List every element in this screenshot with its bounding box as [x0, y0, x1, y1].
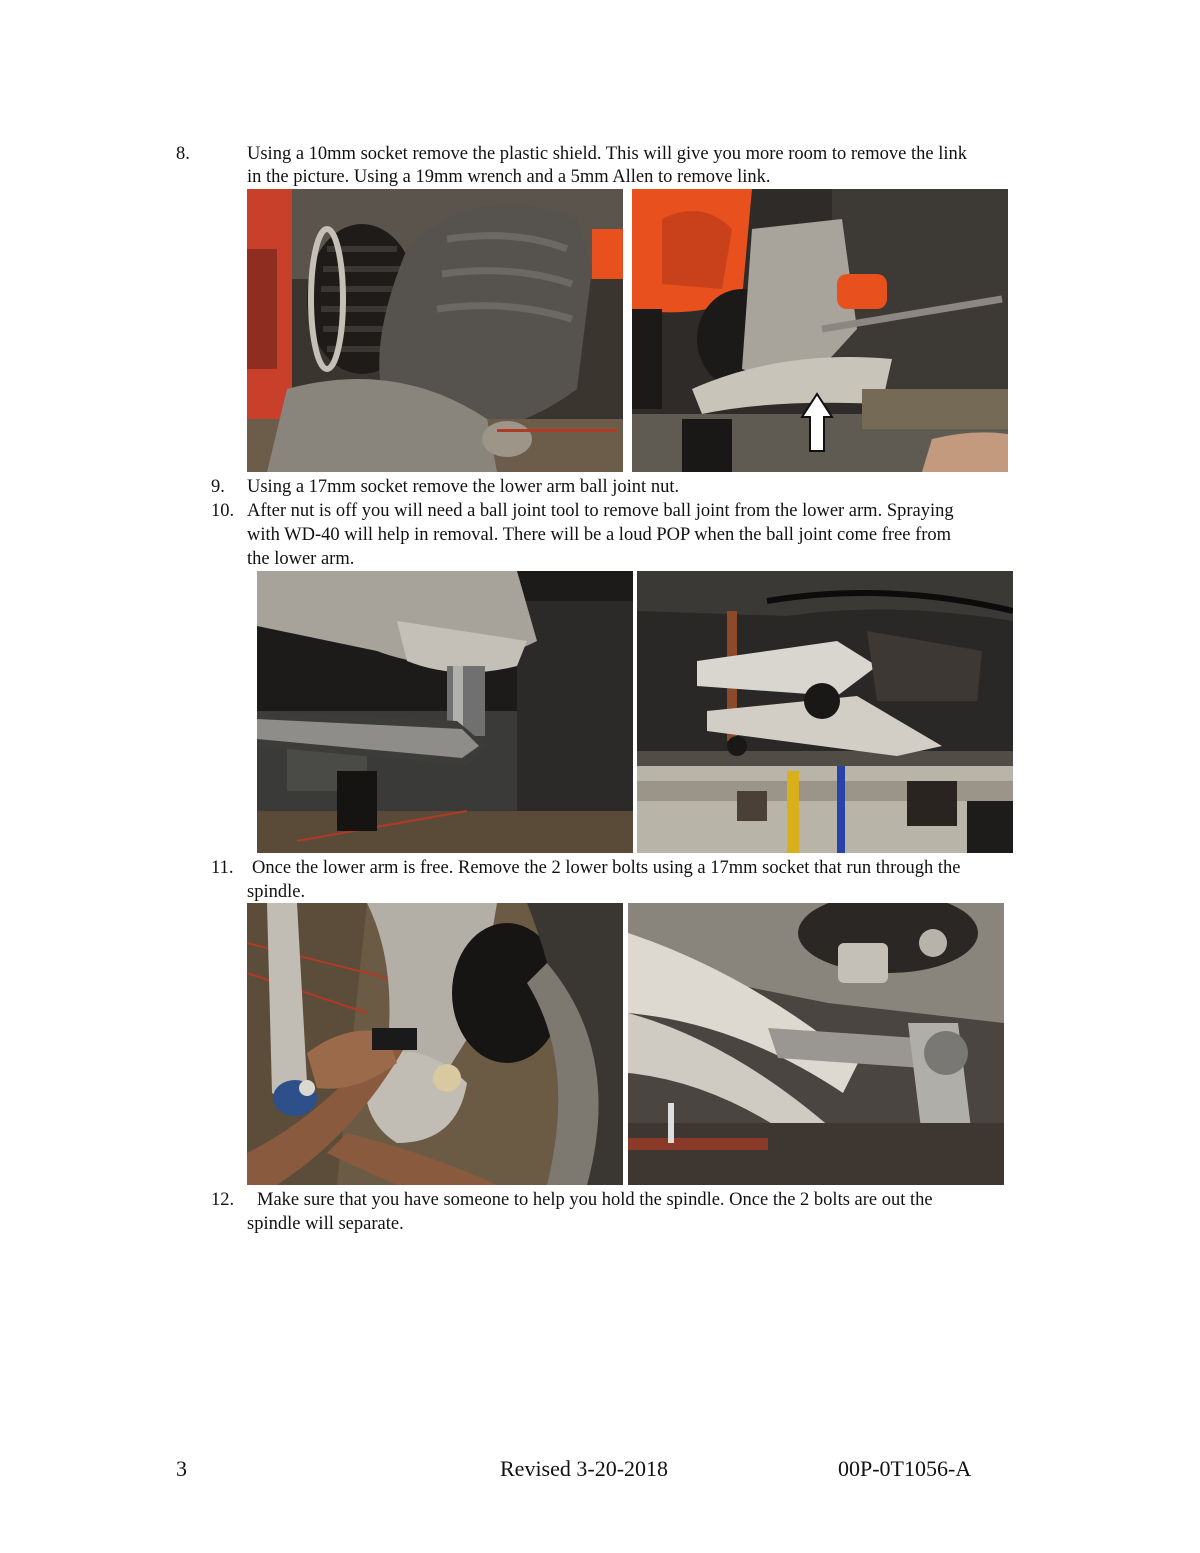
step-11-number: 11.: [211, 858, 234, 878]
photo-ratchet-spindle-bolt: [628, 903, 1004, 1185]
step-11-line-2: spindle.: [247, 882, 306, 902]
step-9-number: 9.: [211, 477, 225, 497]
photo-ball-joint-nut: [257, 571, 633, 853]
step-10-line-2: with WD-40 will help in removal. There will be a loud POP when the ball joint come free from: [247, 525, 952, 545]
photo-plastic-shield: [247, 189, 623, 472]
step-8-line-1: Using a 10mm socket remove the plastic shield. This will give you more room to remove the link: [247, 144, 968, 164]
step-9-line-1: Using a 17mm socket remove the lower arm ball joint nut.: [247, 477, 680, 497]
step-10-number: 10.: [211, 501, 235, 521]
step-10-line-3: the lower arm.: [247, 549, 355, 569]
step-8-number: 8.: [176, 144, 190, 164]
step-10-line-1: After nut is off you will need a ball joint tool to remove ball joint from the lower arm. Spraying: [247, 501, 954, 521]
step-12-line-2: spindle will separate.: [247, 1214, 404, 1234]
step-8-line-2: in the picture. Using a 19mm wrench and a 5mm Allen to remove link.: [247, 167, 771, 187]
page-number: 3: [176, 1456, 187, 1481]
photo-remove-lower-bolts: [247, 903, 623, 1185]
photo-sway-link: [632, 189, 1008, 472]
step-12-number: 12.: [211, 1190, 235, 1210]
photo-ball-joint-tool: [637, 571, 1013, 853]
step-11-line-1: Once the lower arm is free. Remove the 2 lower bolts using a 17mm socket that run through the: [252, 858, 961, 878]
document-code: 00P-0T1056-A: [838, 1456, 972, 1481]
revision-date: Revised 3-20-2018: [500, 1456, 669, 1481]
step-12-line-1: Make sure that you have someone to help you hold the spindle. Once the 2 bolts are out the: [257, 1190, 933, 1210]
